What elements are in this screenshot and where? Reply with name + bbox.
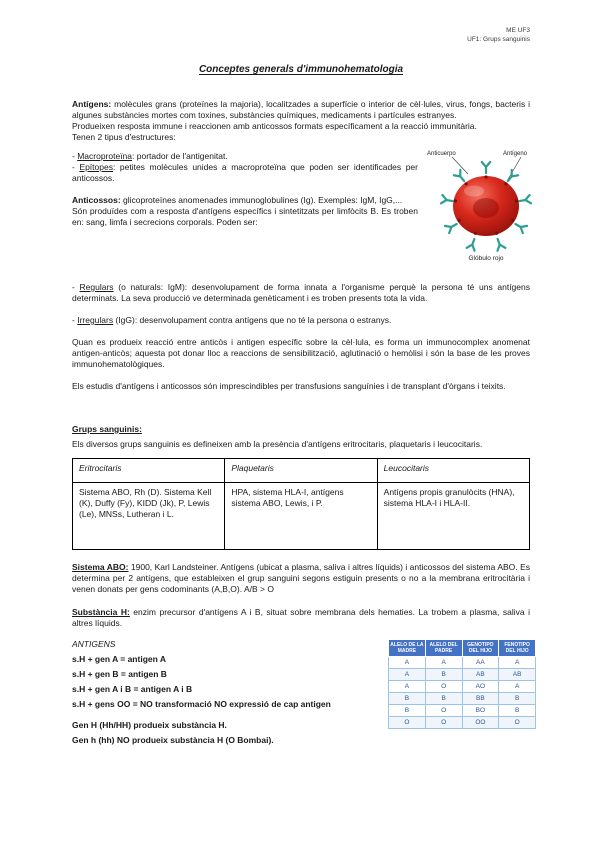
gen-h-line: Gen H (Hh/HH) produeix substància H.: [72, 720, 227, 730]
document-header: [72, 26, 530, 44]
paragraph-sistema-abo: Sistema ABO: 1900, Karl Landsteiner. Antígens (ubicat a plasma, saliva i altres líquids) i anticossos del sistema ABO. Es determina per 2 antígens, que estableixen el grup sanguini segons estiguin presents o no a la membrana eritrocitària i venen donats per gens codominants (A,B,O). A/B > O: [72, 562, 530, 594]
genetics-cell: B: [389, 693, 426, 705]
genetics-cell: BO: [462, 705, 499, 717]
genetics-cell: A: [389, 657, 426, 669]
sh-line-b: s.H + gen B = antigen B: [72, 669, 167, 679]
column-header-leucocitaris: Leucocitaris: [377, 459, 529, 483]
genetics-cell: A: [425, 657, 462, 669]
antibody-label: Anticuerpo: [427, 151, 456, 157]
section-heading-grups-sanguinis: Grups sanguinis:: [72, 424, 142, 434]
list-item-regulars: - Regulars (o naturals: IgM): desenvolupament de forma innata a l'organisme perquè la persona té uns antígens determinats. La seva producció ve determinada genèticament i es troben presents tota la vida.: [72, 282, 530, 303]
paragraph-anticossos: Anticossos: glicoproteïnes anomenades immunoglobulines (Ig). Exemples: IgM, IgG,...: [72, 195, 403, 205]
list-item-macroproteina: - Macroproteïna: portador de l'antigenitat.: [72, 151, 228, 161]
sistema-abo-term: Sistema ABO:: [72, 562, 129, 572]
genetics-cell: AB: [499, 669, 536, 681]
antigens-term: Antígens:: [72, 99, 112, 109]
genetics-header-phenotype: FENOTIPO DEL HIJO: [499, 640, 536, 657]
genetics-cell: AB: [462, 669, 499, 681]
list-item-epitopes: - Epítopes: petites molècules unides a macroproteïna que poden ser identificades per anticossos.: [72, 162, 418, 183]
irregulars-term: Irregulars: [77, 315, 114, 325]
sh-line-oo: s.H + gens OO = NO transformació NO expressió de cap antigen: [72, 699, 331, 709]
gen-h-bombai-line: Gen h (hh) NO produeix substància H (O Bombai).: [72, 735, 274, 745]
paragraph-immunocomplex: Quan es produeix reacció entre anticòs i antigen específic sobre la cèl·lula, es forma un immunocomplex anomenat antigen-anticòs; aquesta pot donar lloc a reaccions de sensibilització, aglutinació o hemòlisi i són la base de les proves immunohematològiques.: [72, 337, 530, 369]
genetics-cell: A: [499, 657, 536, 669]
genetics-row: [389, 669, 536, 681]
column-header-plaquetaris: Plaquetaris: [225, 459, 377, 483]
regulars-term: Regulars: [79, 282, 114, 292]
genetics-header-mother-allele: ALELO DE LA MADRE: [389, 640, 426, 657]
cell-eritrocitaris: Sistema ABO, Rh (D). Sistema Kell (K), Duffy (Fy), KIDD (Jk), P, Lewis (Le), MNSs, Lutheran i L.: [73, 483, 225, 550]
cell-plaquetaris: HPA, sistema HLA-I, antígens sistema ABO, Lewis, i P.: [225, 483, 377, 550]
page-content: [72, 26, 530, 746]
paragraph-grups-intro: Els diversos grups sanguinis es defineixen amb la presència d'antígens eritrocitaris, plaquetaris i leucocitaris.: [72, 439, 483, 449]
genetics-header-father-allele: ALELO DEL PADRE: [425, 640, 462, 657]
cell-leucocitaris: Antígens propis granulòcits (HNA), sistema HLA-I i HLA-II.: [377, 483, 529, 550]
genetics-cell: B: [425, 693, 462, 705]
paragraph-estudis: Els estudis d'antígens i anticossos són imprescindibles per transfusions sanguínies i de transplant d'òrgans i teixits.: [72, 381, 506, 391]
genetics-cell: O: [499, 717, 536, 729]
antigen-pointer-line: [507, 157, 521, 181]
abo-genetics-table: [388, 639, 536, 729]
antigen-label: Antígeno: [503, 151, 528, 157]
page-title: Conceptes generals d'immunohematologia: [198, 64, 404, 75]
genetics-cell: B: [425, 669, 462, 681]
genetics-cell: B: [499, 705, 536, 717]
genetics-cell: O: [425, 717, 462, 729]
header-unit: UF1: Grups sanguinis: [467, 36, 530, 43]
blood-group-antigens-table: [72, 458, 530, 550]
genetics-cell: A: [499, 681, 536, 693]
genetics-cell: A: [389, 669, 426, 681]
table-header-row: [73, 459, 530, 483]
paragraph-antigens-structures: Tenen 2 tipus d'estructures:: [72, 132, 176, 142]
list-item-irregulars: - Irregulars (IgG): desenvolupament contra antígens que no té la persona o estranys.: [72, 315, 392, 325]
sh-line-ab: s.H + gen A i B = antigen A i B: [72, 684, 193, 694]
genetics-row: [389, 681, 536, 693]
paragraph-antigens: [72, 99, 530, 121]
paragraph-anticossos-production: Són produïdes com a resposta d'antígens específics i sintetitzats per limfòcits B. Es troben en: sang, limfa i secrecions corporals. Poden ser:: [72, 206, 418, 227]
genetics-cell: BB: [462, 693, 499, 705]
antigens-subheading: ANTIGENS: [72, 639, 116, 649]
cell-highlight: [464, 186, 484, 197]
figure-and-lists-block: [72, 151, 530, 271]
genetics-cell: A: [389, 681, 426, 693]
macroproteina-term: Macroproteïna: [77, 151, 133, 161]
red-blood-cell-figure: [426, 147, 544, 266]
genetics-cell: OO: [462, 717, 499, 729]
paragraph-antigens-response: Produeixen resposta immune i reaccionen amb anticossos formats específicament a la reacció immunitària.: [72, 121, 477, 131]
epitopes-term: Epítopes: [79, 162, 113, 172]
cell-caption: Glóbulo rojo: [468, 255, 504, 262]
column-header-eritrocitaris: Eritrocitaris: [73, 459, 225, 483]
anticossos-term: Anticossos:: [72, 195, 121, 205]
genetics-row: [389, 657, 536, 669]
table-row: [73, 483, 530, 550]
genetics-cell: O: [425, 681, 462, 693]
genetics-row: [389, 693, 536, 705]
genetics-cell: AA: [462, 657, 499, 669]
red-blood-cell-diagram: [426, 147, 544, 263]
genetics-header-row: [389, 640, 536, 657]
genetics-row: [389, 717, 536, 729]
header-module: ME UF3: [506, 27, 530, 34]
genetics-cell: O: [389, 717, 426, 729]
paragraph-substancia-h: Substància H: enzim precursor d'antígens A i B, situat sobre membrana dels hematies. La trobem a plasma, saliva i altres líquids.: [72, 607, 530, 628]
sh-line-a: s.H + gen A = antigen A: [72, 654, 166, 664]
cell-center-shading: [473, 198, 499, 218]
abo-antigen-formation-section: [72, 639, 530, 746]
substancia-h-term: Substància H:: [72, 607, 130, 617]
genetics-header-genotype: GENOTIPO DEL HIJO: [462, 640, 499, 657]
genetics-row: [389, 705, 536, 717]
genetics-cell: B: [499, 693, 536, 705]
antigens-text: molècules grans (proteïnes la majoria), localitzades a superfície o interior de cèl·lules, virus, fongs, bacteris i algunes substàncies mortes com toxines, substàncies químiques, medicaments i partícules estranyes.: [72, 99, 530, 120]
genetics-cell: B: [389, 705, 426, 717]
genetics-cell: AO: [462, 681, 499, 693]
genetics-cell: O: [425, 705, 462, 717]
